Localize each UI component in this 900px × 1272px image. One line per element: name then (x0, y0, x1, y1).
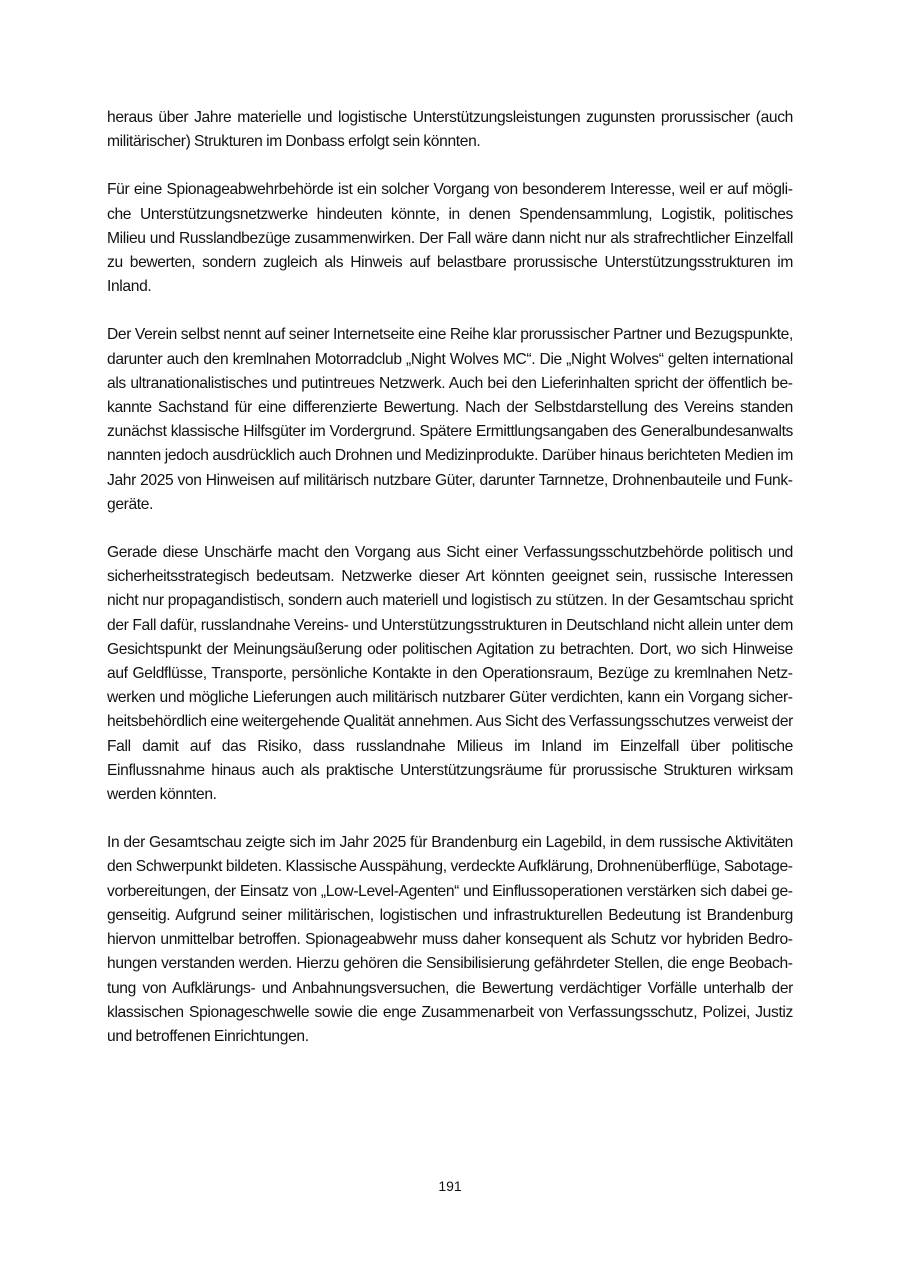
paragraph: Der Verein selbst nennt auf seiner Internetseite eine Reihe klar prorussischer Partner und Bezugspunkte, darunter auch den kremlnahen Motorradclub „Night Wolves MC“. Die „Night Wolves“ gelten international als ultranationalistisches und putintreues Netzwerk. Auch bei den Lieferinhalten spricht der öffentlich bekannte Sachstand für eine differenzierte Bewertung. Nach der Selbstdarstellung des Vereins standen zunächst klassische Hilfsgüter im Vordergrund. Spätere Ermittlungsangaben des Generalbundesanwalts nannten jedoch ausdrücklich auch Drohnen und Medizinprodukte. Darüber hinaus berichteten Medien im Jahr 2025 von Hinweisen auf militärisch nutzbare Güter, darunter Tarnnetze, Drohnenbauteile und Funkgeräte. (107, 326, 793, 513)
page-number: 191 (438, 1178, 462, 1194)
paragraph: In der Gesamtschau zeigte sich im Jahr 2025 für Brandenburg ein Lagebild, in dem russische Aktivitäten den Schwerpunkt bildeten. Klassische Ausspähung, verdeckte Aufklärung, Drohnenüberflüge, Sabotagevorbereitungen, der Einsatz von „Low-Level-Agenten“ und Einflussoperationen verstärken sich dabei gegenseitig. Aufgrund seiner militärischen, logistischen und infrastrukturellen Bedeutung ist Brandenburg hiervon unmittelbar betroffen. Spionageabwehr muss daher konsequent als Schutz vor hybriden Bedrohungen verstanden werden. Hierzu gehören die Sensibilisierung gefährdeter Stellen, die enge Beobachtung von Aufklärungs- und Anbahnungsversuchen, die Bewertung verdächtiger Vorfälle unterhalb der klassischen Spionageschwelle sowie die enge Zusammenarbeit von Verfassungsschutz, Polizei, Justiz und betroffenen Einrichtungen. (107, 834, 793, 1045)
paragraph: Für eine Spionageabwehrbehörde ist ein solcher Vorgang von besonderem Interesse, weil er auf mögliche Unterstützungsnetzwerke hindeuten könnte, in denen Spendensammlung, Logistik, politisches Milieu und Russlandbezüge zusammenwirken. Der Fall wäre dann nicht nur als strafrechtlicher Einzelfall zu bewerten, sondern zugleich als Hinweis auf belastbare prorussische Unterstützungsstrukturen im Inland. (107, 181, 793, 296)
paragraph: Gerade diese Unschärfe macht den Vorgang aus Sicht einer Verfassungsschutzbehörde politisch und sicherheitsstrategisch bedeutsam. Netzwerke dieser Art könnten geeignet sein, russische Interessen nicht nur propagandistisch, sondern auch materiell und logistisch zu stützen. In der Gesamtschau spricht der Fall dafür, russlandnahe Vereins- und Unterstützungsstrukturen in Deutschland nicht allein unter dem Gesichtspunkt der Meinungsäußerung oder politischen Agitation zu betrachten. Dort, wo sich Hinweise auf Geldflüsse, Transporte, persönliche Kontakte in den Operationsraum, Bezüge zu kremlnahen Netzwerken und mögliche Lieferungen auch militärisch nutzbarer Güter verdichten, kann ein Vorgang sicherheitsbehördlich eine weitergehende Qualität annehmen. Aus Sicht des Verfassungsschutzes verweist der Fall damit auf das Risiko, dass russlandnahe Milieus im Inland im Einzelfall über politische Einflussnahme hinaus auch als praktische Unterstützungsräume für prorussische Strukturen wirksam werden könnten. (107, 544, 793, 804)
paragraph: heraus über Jahre materielle und logistische Unterstützungsleistungen zugunsten prorussischer (auch militärischer) Strukturen im Donbass erfolgt sein könnten. (107, 109, 793, 151)
body-text (107, 106, 793, 1073)
